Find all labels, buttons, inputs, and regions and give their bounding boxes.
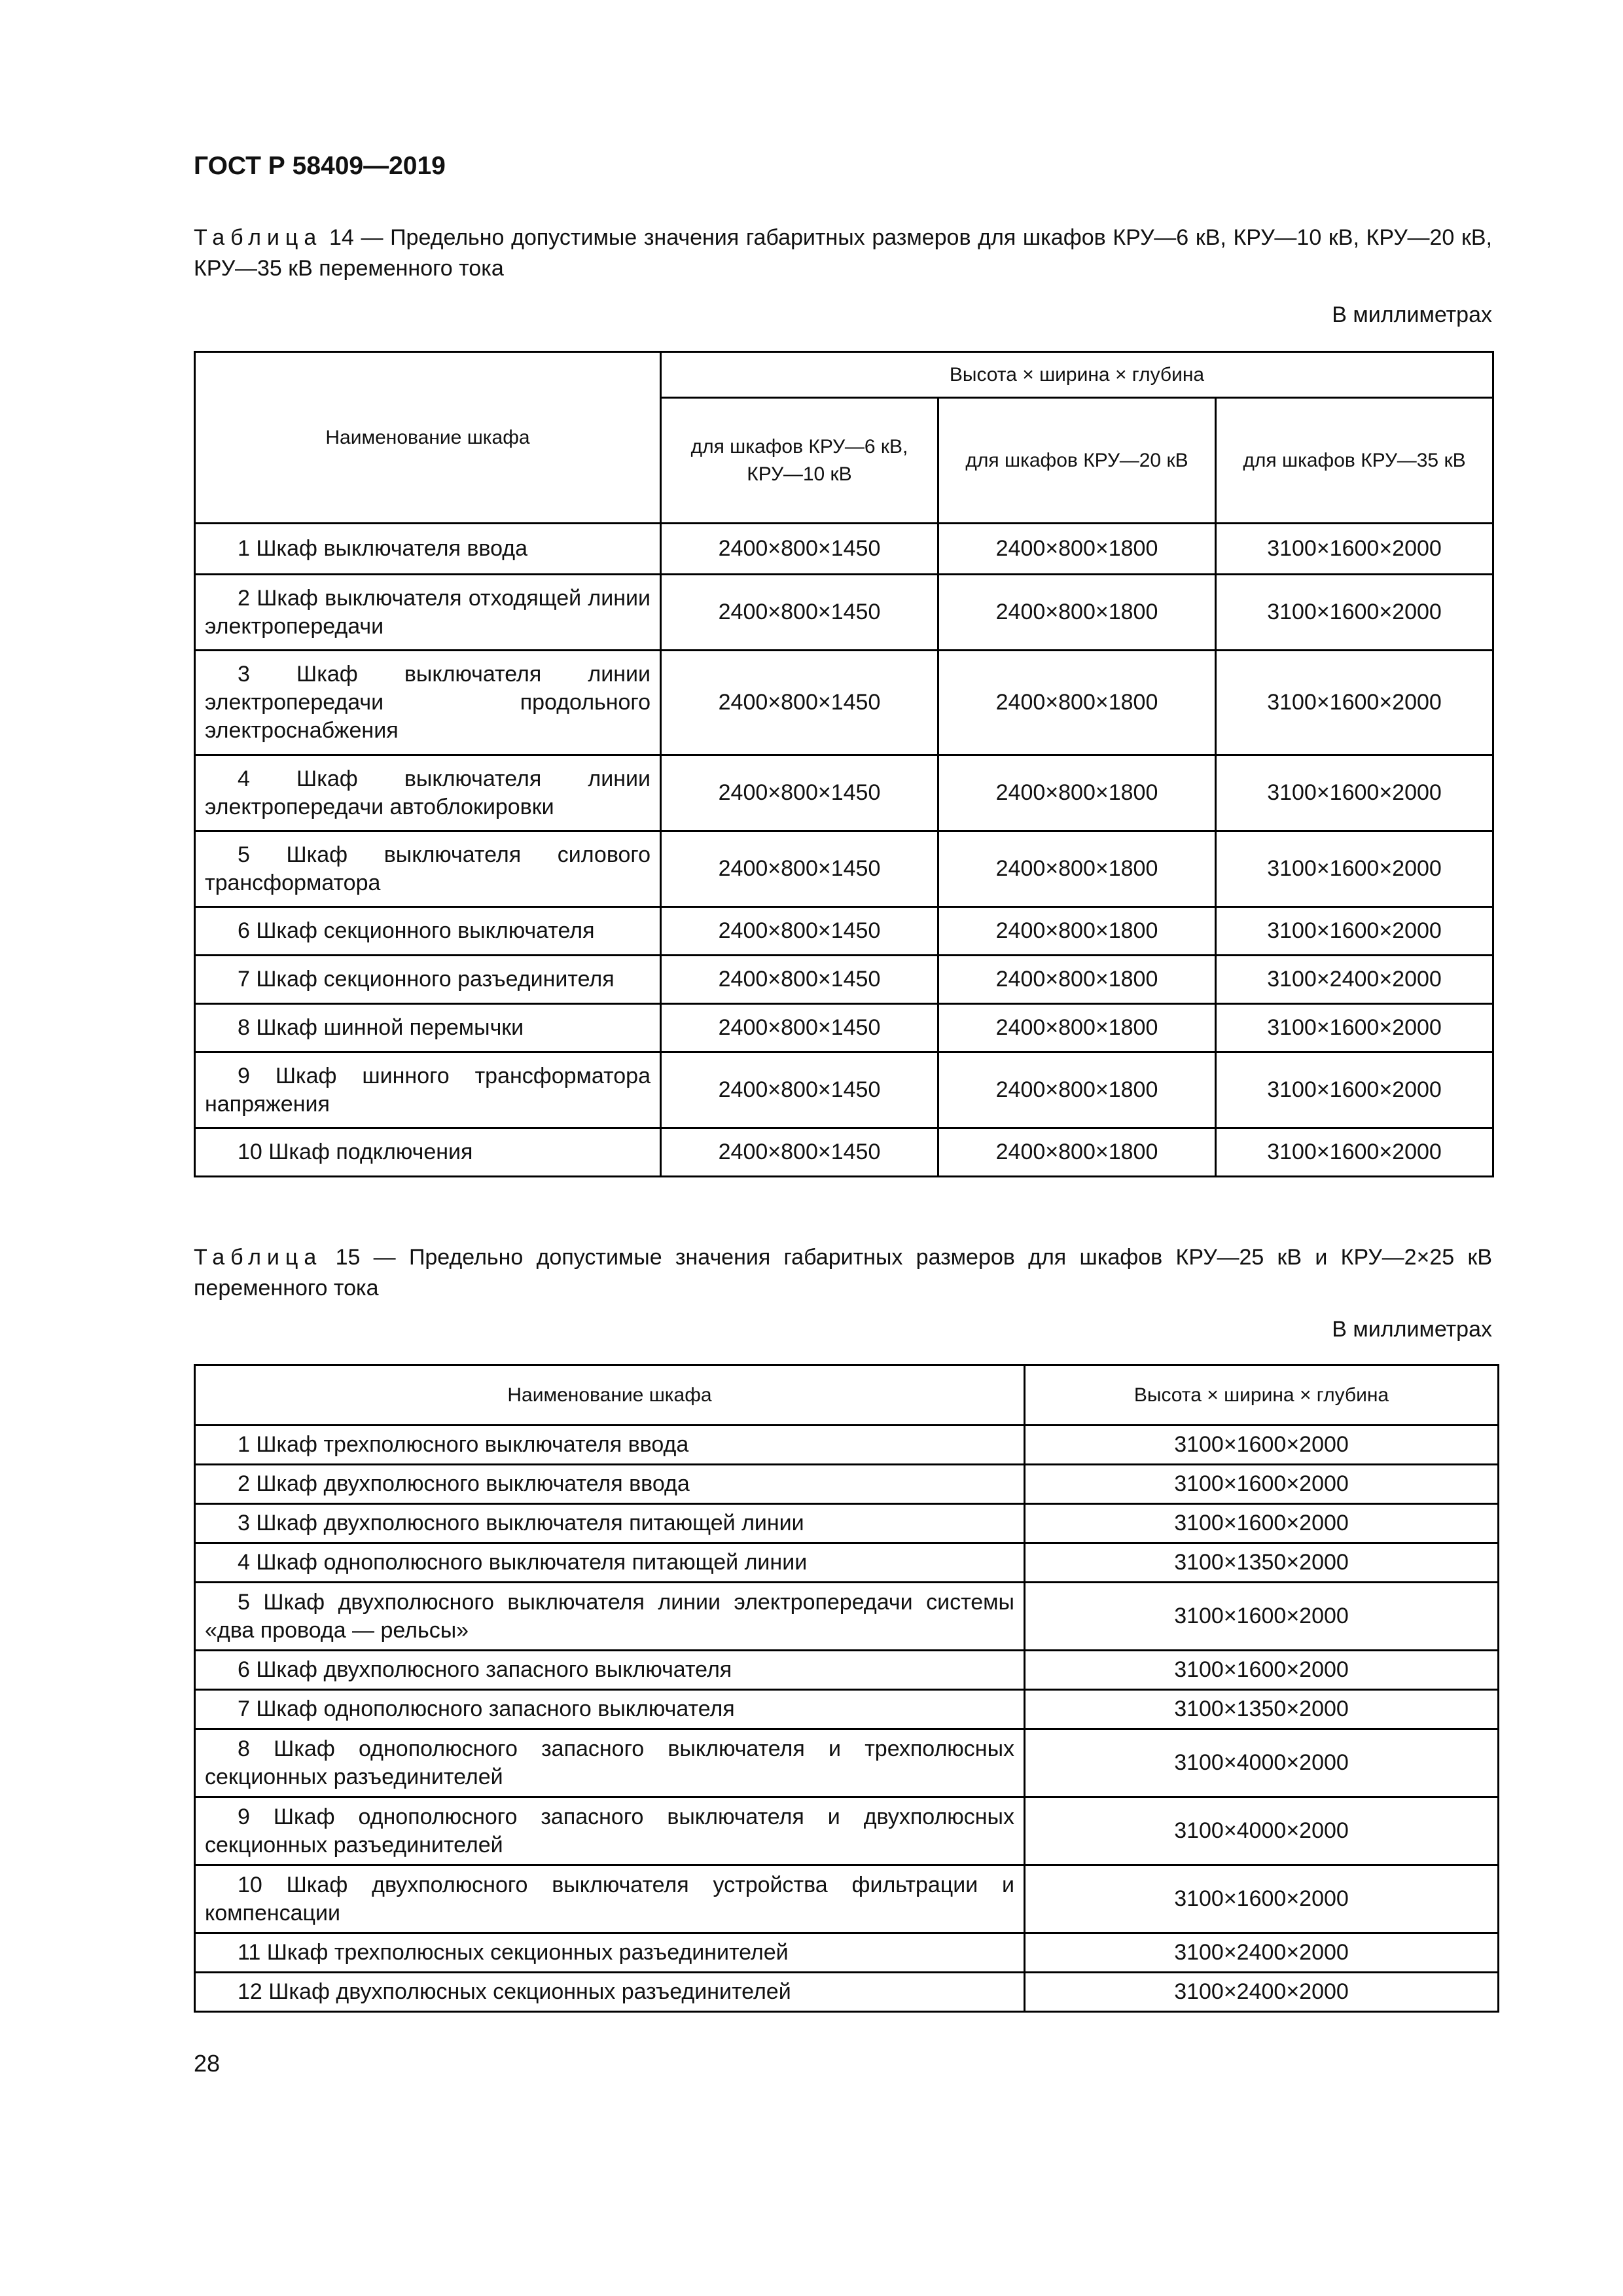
row-name: 3 Шкаф двухполюсного выключателя питающей линии [195, 1504, 1025, 1543]
row-dimension: 3100×1600×2000 [1025, 1465, 1499, 1504]
row-dimension: 3100×1600×2000 [1216, 1128, 1493, 1177]
table-row [195, 1797, 1499, 1865]
row-name: 7 Шкаф секционного разъединителя [195, 956, 661, 1004]
table14-caption [194, 223, 1492, 284]
table14-unit: В миллиметрах [1332, 302, 1492, 327]
row-name: 5 Шкаф двухполюсного выключателя линии электропередачи системы «два провода — рельсы» [195, 1583, 1025, 1651]
table-row [195, 1004, 1493, 1052]
table14-caption-text: 14 — Предельно допустимые значения габаритных размеров для шкафов КРУ—6 кВ, КРУ—10 кВ, КРУ—20 кВ, КРУ—35 кВ переменного тока [194, 225, 1492, 281]
table-row [195, 907, 1493, 956]
table15-caption-text: 15 — Предельно допустимые значения габаритных размеров для шкафов КРУ—25 кВ и КРУ—2×25 кВ переменного тока [194, 1245, 1493, 1300]
table14-col-kru20: для шкафов КРУ—20 кВ [938, 398, 1216, 524]
row-dimension: 2400×800×1800 [938, 956, 1216, 1004]
row-dimension: 2400×800×1800 [938, 1004, 1216, 1052]
row-name: 10 Шкаф двухполюсного выключателя устройства фильтрации и компенсации [195, 1865, 1025, 1933]
table15-col-dims: Высота × ширина × глубина [1025, 1365, 1499, 1426]
row-dimension: 2400×800×1450 [661, 1004, 938, 1052]
table-row [195, 1865, 1499, 1933]
row-name: 3 Шкаф выключателя линии электропередачи продольного электроснабжения [195, 651, 661, 755]
row-name: 12 Шкаф двухполюсных секционных разъединителей [195, 1973, 1025, 2012]
table-row [195, 956, 1493, 1004]
row-dimension: 2400×800×1450 [661, 755, 938, 831]
row-dimension: 2400×800×1450 [661, 1128, 938, 1177]
row-dimension: 2400×800×1800 [938, 831, 1216, 907]
row-name: 8 Шкаф шинной перемычки [195, 1004, 661, 1052]
row-dimension: 3100×1600×2000 [1216, 1004, 1493, 1052]
table-row [195, 1690, 1499, 1729]
row-name: 8 Шкаф однополюсного запасного выключателя и трехполюсных секционных разъединителей [195, 1729, 1025, 1797]
table-row [195, 831, 1493, 907]
table14-label: Таблица [194, 225, 323, 250]
row-dimension: 3100×1350×2000 [1025, 1690, 1499, 1729]
row-dimension: 3100×1600×2000 [1025, 1426, 1499, 1465]
row-dimension: 2400×800×1450 [661, 831, 938, 907]
table14-col-group: Высота × ширина × глубина [661, 352, 1493, 398]
table-row [195, 1651, 1499, 1690]
row-dimension: 2400×800×1450 [661, 651, 938, 755]
table-row [195, 1543, 1499, 1583]
row-dimension: 2400×800×1800 [938, 1128, 1216, 1177]
row-dimension: 3100×1600×2000 [1025, 1651, 1499, 1690]
row-name: 2 Шкаф двухполюсного выключателя ввода [195, 1465, 1025, 1504]
row-dimension: 2400×800×1800 [938, 575, 1216, 651]
document-header: ГОСТ Р 58409—2019 [194, 152, 446, 180]
table-row [195, 1052, 1493, 1128]
row-dimension: 2400×800×1800 [938, 651, 1216, 755]
row-dimension: 3100×2400×2000 [1216, 956, 1493, 1004]
row-dimension: 2400×800×1450 [661, 524, 938, 575]
row-dimension: 3100×1600×2000 [1216, 651, 1493, 755]
row-dimension: 3100×1600×2000 [1025, 1865, 1499, 1933]
row-dimension: 3100×1350×2000 [1025, 1543, 1499, 1583]
table-row [195, 1504, 1499, 1543]
table-row [195, 1426, 1499, 1465]
table14 [194, 351, 1494, 1177]
table15-label: Таблица [194, 1245, 323, 1270]
table15-col-name: Наименование шкафа [195, 1365, 1025, 1426]
row-name: 9 Шкаф шинного трансформатора напряжения [195, 1052, 661, 1128]
table-row [195, 524, 1493, 575]
row-name: 4 Шкаф выключателя линии электропередачи автоблокировки [195, 755, 661, 831]
row-dimension: 2400×800×1450 [661, 575, 938, 651]
table15-unit: В миллиметрах [1332, 1317, 1492, 1342]
table-row [195, 1729, 1499, 1797]
row-name: 6 Шкаф секционного выключателя [195, 907, 661, 956]
row-dimension: 3100×2400×2000 [1025, 1973, 1499, 2012]
row-dimension: 2400×800×1800 [938, 907, 1216, 956]
table-row [195, 755, 1493, 831]
table15-caption [194, 1242, 1492, 1304]
row-dimension: 2400×800×1450 [661, 1052, 938, 1128]
row-dimension: 3100×2400×2000 [1025, 1933, 1499, 1973]
table14-col-name: Наименование шкафа [195, 352, 661, 524]
row-dimension: 3100×1600×2000 [1216, 755, 1493, 831]
row-name: 1 Шкаф выключателя ввода [195, 524, 661, 575]
row-dimension: 3100×4000×2000 [1025, 1729, 1499, 1797]
row-dimension: 3100×1600×2000 [1025, 1504, 1499, 1543]
row-name: 5 Шкаф выключателя силового трансформатора [195, 831, 661, 907]
row-dimension: 2400×800×1800 [938, 755, 1216, 831]
row-dimension: 2400×800×1450 [661, 956, 938, 1004]
table14-col-kru6: для шкафов КРУ—6 кВ, КРУ—10 кВ [661, 398, 938, 524]
table15 [194, 1364, 1499, 2013]
row-dimension: 3100×1600×2000 [1216, 575, 1493, 651]
table-row [195, 1128, 1493, 1177]
table-row [195, 651, 1493, 755]
row-name: 4 Шкаф однополюсного выключателя питающей линии [195, 1543, 1025, 1583]
table14-col-kru35: для шкафов КРУ—35 кВ [1216, 398, 1493, 524]
row-dimension: 2400×800×1450 [661, 907, 938, 956]
row-name: 11 Шкаф трехполюсных секционных разъединителей [195, 1933, 1025, 1973]
row-dimension: 2400×800×1800 [938, 524, 1216, 575]
row-dimension: 3100×4000×2000 [1025, 1797, 1499, 1865]
row-name: 10 Шкаф подключения [195, 1128, 661, 1177]
table-row [195, 1583, 1499, 1651]
row-dimension: 2400×800×1800 [938, 1052, 1216, 1128]
row-dimension: 3100×1600×2000 [1216, 831, 1493, 907]
table-row [195, 1973, 1499, 2012]
row-dimension: 3100×1600×2000 [1216, 907, 1493, 956]
row-dimension: 3100×1600×2000 [1025, 1583, 1499, 1651]
page-number: 28 [194, 2050, 221, 2077]
row-name: 6 Шкаф двухполюсного запасного выключателя [195, 1651, 1025, 1690]
table-row [195, 1933, 1499, 1973]
row-name: 9 Шкаф однополюсного запасного выключателя и двухполюсных секционных разъединителей [195, 1797, 1025, 1865]
row-name: 7 Шкаф однополюсного запасного выключателя [195, 1690, 1025, 1729]
row-dimension: 3100×1600×2000 [1216, 524, 1493, 575]
table-row [195, 575, 1493, 651]
table-row [195, 1465, 1499, 1504]
row-name: 1 Шкаф трехполюсного выключателя ввода [195, 1426, 1025, 1465]
row-name: 2 Шкаф выключателя отходящей линии электропередачи [195, 575, 661, 651]
row-dimension: 3100×1600×2000 [1216, 1052, 1493, 1128]
